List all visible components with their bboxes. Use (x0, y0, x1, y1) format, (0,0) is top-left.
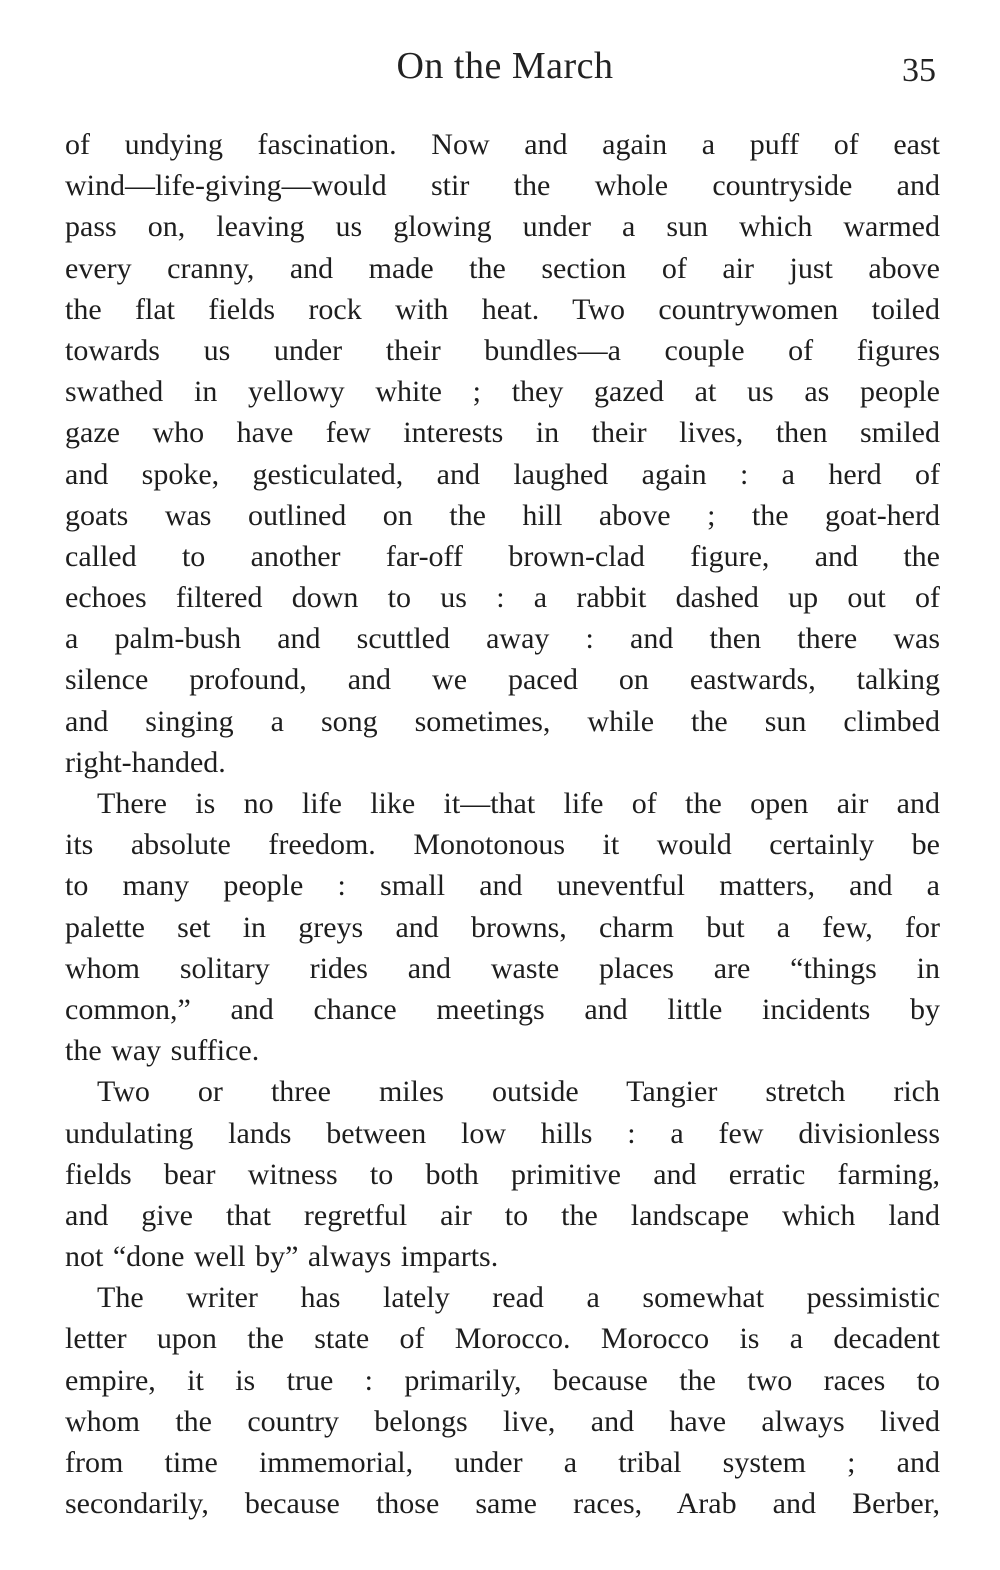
paragraph (65, 783, 940, 1071)
text-line: the way suffice. (65, 1034, 260, 1068)
text-line: whom the country belongs live, and have always lived (65, 1404, 940, 1438)
text-line: whom solitary rides and waste places are “things in (65, 951, 940, 985)
text-line: to many people : small and uneventful matters, and a (65, 869, 940, 903)
text-line: gaze who have few interests in their lives, then smiled (65, 416, 940, 450)
text-line: letter upon the state of Morocco. Morocco is a decadent (65, 1322, 940, 1356)
paragraph (65, 1071, 940, 1277)
text-line: fields bear witness to both primitive and erratic farming, (65, 1157, 940, 1191)
text-line: the flat fields rock with heat. Two countrywomen toiled (65, 292, 940, 326)
text-line: of undying fascination. Now and again a puff of east (65, 128, 940, 161)
text-line: its absolute freedom. Monotonous it would certainly be (65, 828, 940, 862)
text-line: echoes filtered down to us : a rabbit dashed up out of (65, 581, 940, 615)
text-line: right-handed. (65, 745, 226, 779)
text-line: and singing a song sometimes, while the sun climbed (65, 704, 940, 738)
text-line: undulating lands between low hills : a few divisionless (65, 1116, 940, 1150)
page-number: 35 (902, 52, 936, 89)
text-line: There is no life like it—that life of the open air and (97, 787, 940, 820)
paragraph (65, 1277, 940, 1524)
text-line: from time immemorial, under a tribal system ; and (65, 1446, 940, 1479)
running-header-title: On the March (396, 45, 614, 87)
text-line: empire, it is true : primarily, because the two races to (65, 1363, 940, 1397)
text-line: common,” and chance meetings and little incidents by (65, 992, 940, 1026)
text-line: not “done well by” always imparts. (65, 1240, 499, 1274)
text-line: and give that regretful air to the landscape which land (65, 1198, 940, 1232)
text-line: towards us under their bundles—a couple of figures (65, 333, 940, 367)
text-line: Two or three miles outside Tangier stretch rich (97, 1075, 940, 1109)
text-line: goats was outlined on the hill above ; the goat-herd (65, 498, 940, 532)
text-line: The writer has lately read a somewhat pessimistic (97, 1281, 940, 1315)
text-line: every cranny, and made the section of air just above (65, 251, 940, 285)
text-line: secondarily, because those same races, Arab and Berber, (65, 1487, 940, 1521)
text-line: called to another far-off brown-clad figure, and the (65, 539, 940, 573)
body-text (65, 124, 940, 1524)
text-line: swathed in yellowy white ; they gazed at us as people (65, 375, 940, 409)
text-line: silence profound, and we paced on eastwards, talking (65, 663, 940, 697)
text-line: and spoke, gesticulated, and laughed again : a herd of (65, 457, 940, 491)
paragraph (65, 124, 940, 783)
text-line: wind—life-giving—would stir the whole countryside and (65, 169, 940, 203)
text-line: a palm-bush and scuttled away : and then there was (65, 622, 940, 656)
text-line: pass on, leaving us glowing under a sun which warmed (65, 210, 940, 244)
text-line: palette set in greys and browns, charm but a few, for (65, 910, 940, 944)
